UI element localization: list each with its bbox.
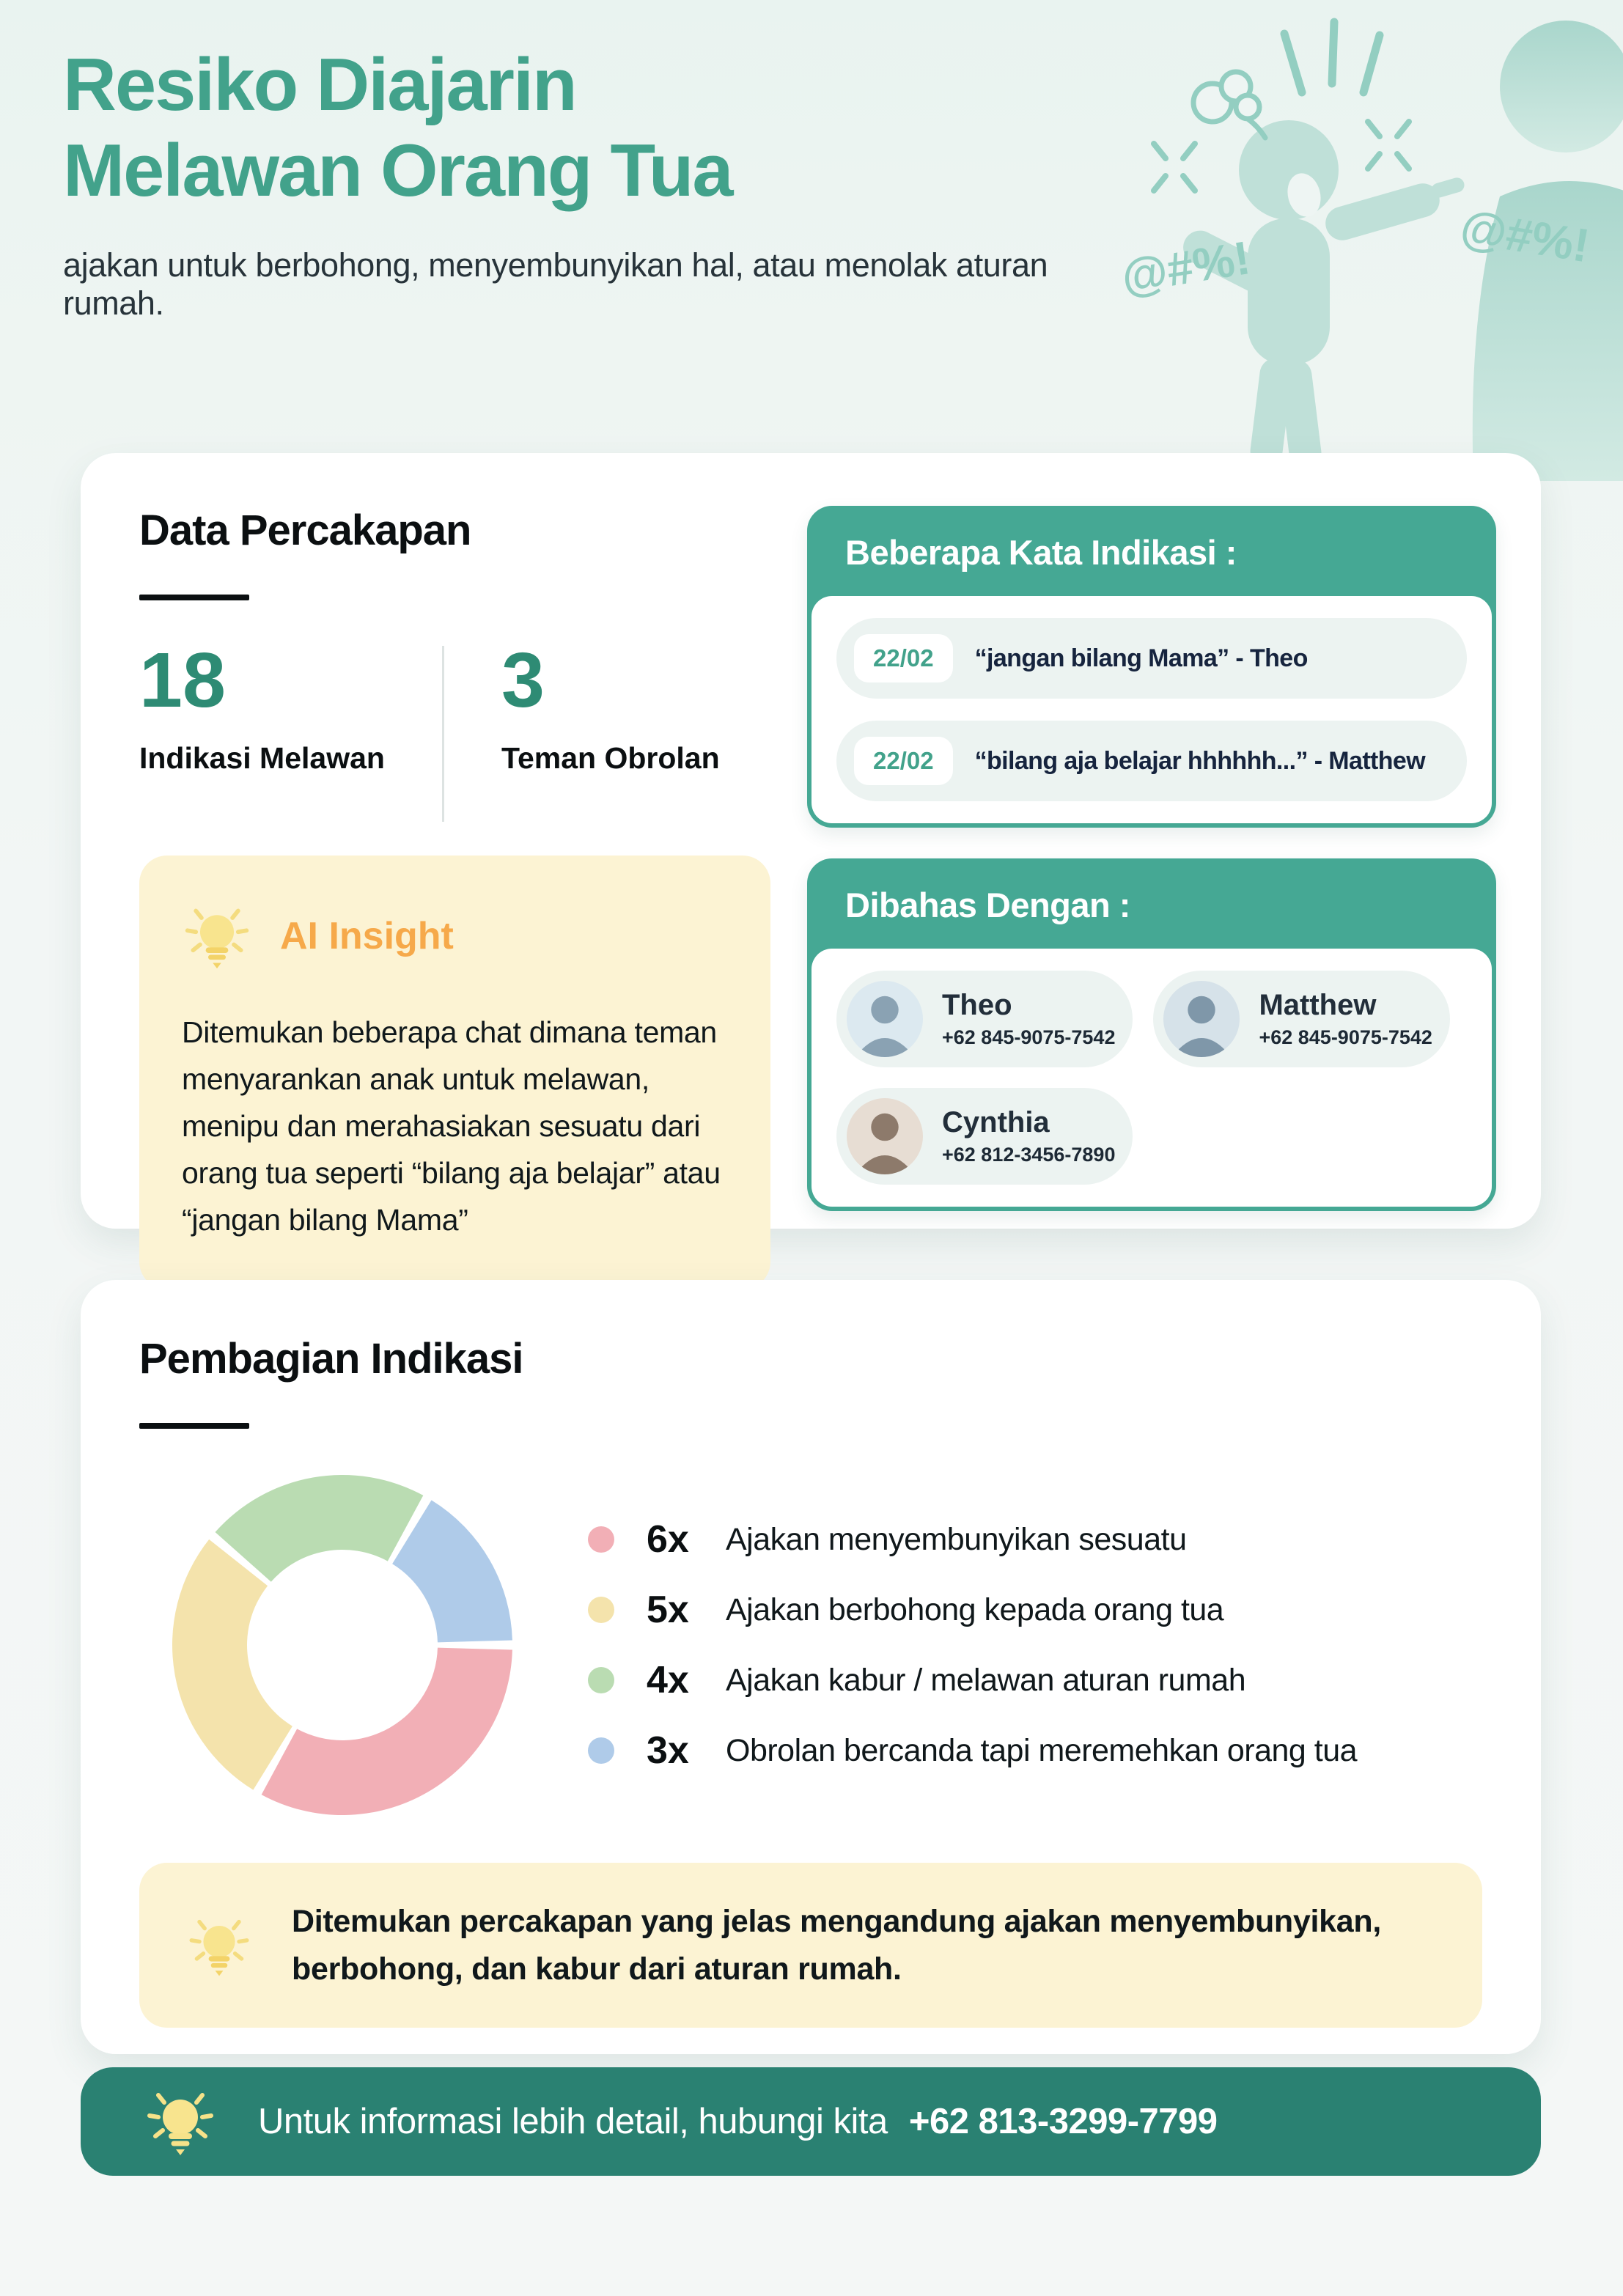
ai-insight-header (182, 901, 728, 971)
legend-label: Ajakan berbohong kepada orang tua (726, 1592, 1224, 1627)
ai-insight-body: Ditemukan beberapa chat dimana teman menyarankan anak untuk melawan, menipu dan merahasiakan sesuatu dari orang tua seperti “bilang aja belajar” atau “jangan bilang Mama” (182, 1015, 721, 1237)
contact-info (1259, 989, 1432, 1049)
donut-slice (216, 1475, 424, 1582)
chart-legend (588, 1517, 1357, 1773)
legend-count: 6x (647, 1518, 689, 1561)
child-silhouette (1177, 120, 1466, 471)
avatar (1163, 981, 1240, 1057)
indication-quote-row (836, 721, 1467, 801)
legend-label: Obrolan bercanda tapi meremehkan orang tua (726, 1732, 1358, 1768)
contact-info (942, 1106, 1115, 1166)
contact-info (942, 989, 1115, 1049)
contact-name: Cynthia (942, 1106, 1050, 1138)
contact-phone: +62 812-3456-7890 (942, 1144, 1116, 1166)
shout-rays-icon (1284, 22, 1380, 92)
date-badge: 22/02 (854, 737, 953, 785)
indication-quote: “bilang aja belajar hhhhhh...” - Matthew (974, 746, 1426, 775)
stats-row (139, 637, 770, 822)
legend-dot (588, 1737, 614, 1764)
conversation-data-card (81, 453, 1541, 1237)
indication-quote: “jangan bilang Mama” - Theo (974, 644, 1308, 672)
avatar (847, 981, 923, 1057)
indication-quote-row (836, 618, 1467, 699)
date-badge: 22/02 (854, 634, 953, 682)
contact-chip-cynthia[interactable] (836, 1088, 1133, 1185)
page-title-line2: Melawan Orang Tua (63, 130, 732, 213)
page-title (63, 43, 1104, 214)
page-title-line1: Resiko Diajarin (63, 44, 576, 126)
contact-phone: +62 845-9075-7542 (942, 1026, 1116, 1048)
person-photo-placeholder (1163, 981, 1240, 1057)
indication-breakdown-card (81, 1280, 1541, 2054)
angry-child-parent-illustration (1092, 0, 1623, 481)
legend-row (588, 1517, 1357, 1561)
anger-burst-icon (1154, 144, 1195, 191)
ai-insight-box (139, 856, 770, 1289)
anger-burst-icon (1368, 122, 1409, 169)
discussed-with-panel-title: Dibahas Dengan : (845, 886, 1130, 924)
footer-phone-number[interactable]: +62 813-3299-7799 (908, 2102, 1218, 2141)
legend-count: 5x (647, 1589, 689, 1631)
indication-words-panel-title: Beberapa Kata Indikasi : (845, 533, 1237, 572)
card2-heading: Pembagian Indikasi (139, 1335, 523, 1383)
card1-heading: Data Percakapan (139, 507, 471, 554)
legend-label: Ajakan kabur / melawan aturan rumah (726, 1662, 1246, 1698)
contact-chip-matthew[interactable] (1153, 971, 1449, 1067)
legend-row (588, 1658, 1357, 1702)
stat-teman-obrolan (501, 637, 720, 822)
summary-insight-text: Ditemukan percakapan yang jelas mengandung ajakan menyembunyikan, berbohong, dan kabur dari aturan rumah. (292, 1904, 1382, 1987)
contacts-list (836, 971, 1467, 1185)
legend-label: Ajakan menyembunyikan sesuatu (726, 1521, 1187, 1557)
contact-name: Theo (942, 989, 1012, 1021)
summary-insight-box (139, 1863, 1482, 2028)
lightbulb-icon (182, 901, 252, 971)
indication-words-panel-body (812, 596, 1492, 823)
contact-footer-bar (81, 2067, 1541, 2176)
discussed-with-panel-body (812, 949, 1492, 1207)
legend-row (588, 1588, 1357, 1632)
heading-underline (139, 1423, 249, 1429)
donut-chart (170, 1473, 515, 1817)
stat-value: 3 (501, 637, 545, 724)
indication-words-panel (807, 506, 1496, 828)
steam-puff-icon (1193, 72, 1265, 138)
donut-slice (392, 1500, 512, 1642)
lightbulb-icon (144, 2085, 217, 2158)
stat-divider (442, 646, 444, 822)
conversation-data-right-column (807, 506, 1496, 1289)
legend-dot (588, 1667, 614, 1693)
footer-contact-text (258, 2101, 1218, 2142)
conversation-data-left-column (139, 506, 770, 1289)
stat-label: Indikasi Melawan (139, 741, 385, 775)
avatar (847, 1098, 923, 1174)
stat-value: 18 (139, 637, 226, 724)
footer-message: Untuk informasi lebih detail, hubungi kita (258, 2102, 888, 2141)
person-photo-placeholder (847, 981, 923, 1057)
legend-count: 3x (647, 1729, 689, 1772)
curse-scribble-text: @#%! (1457, 199, 1594, 273)
contact-phone: +62 845-9075-7542 (1259, 1026, 1432, 1048)
discussed-with-panel (807, 858, 1496, 1211)
lightbulb-icon (186, 1910, 252, 1981)
donut-chart-section (139, 1473, 1482, 1817)
legend-count: 4x (647, 1659, 689, 1701)
donut-slice (262, 1648, 512, 1815)
contact-name: Matthew (1259, 989, 1377, 1021)
legend-dot (588, 1526, 614, 1553)
contact-chip-theo[interactable] (836, 971, 1133, 1067)
heading-underline (139, 595, 249, 600)
legend-dot (588, 1597, 614, 1623)
ai-insight-title: AI Insight (280, 915, 454, 957)
report-header (63, 43, 1104, 323)
legend-row (588, 1729, 1357, 1773)
page-subtitle: ajakan untuk berbohong, menyembunyikan hal, atau menolak aturan rumah. (63, 246, 1048, 323)
donut-chart-svg (170, 1473, 515, 1817)
stat-label: Teman Obrolan (501, 741, 720, 775)
curse-scribble-text: @#%! (1117, 231, 1254, 303)
stat-indikasi-melawan (139, 637, 385, 822)
person-photo-placeholder (847, 1098, 923, 1174)
